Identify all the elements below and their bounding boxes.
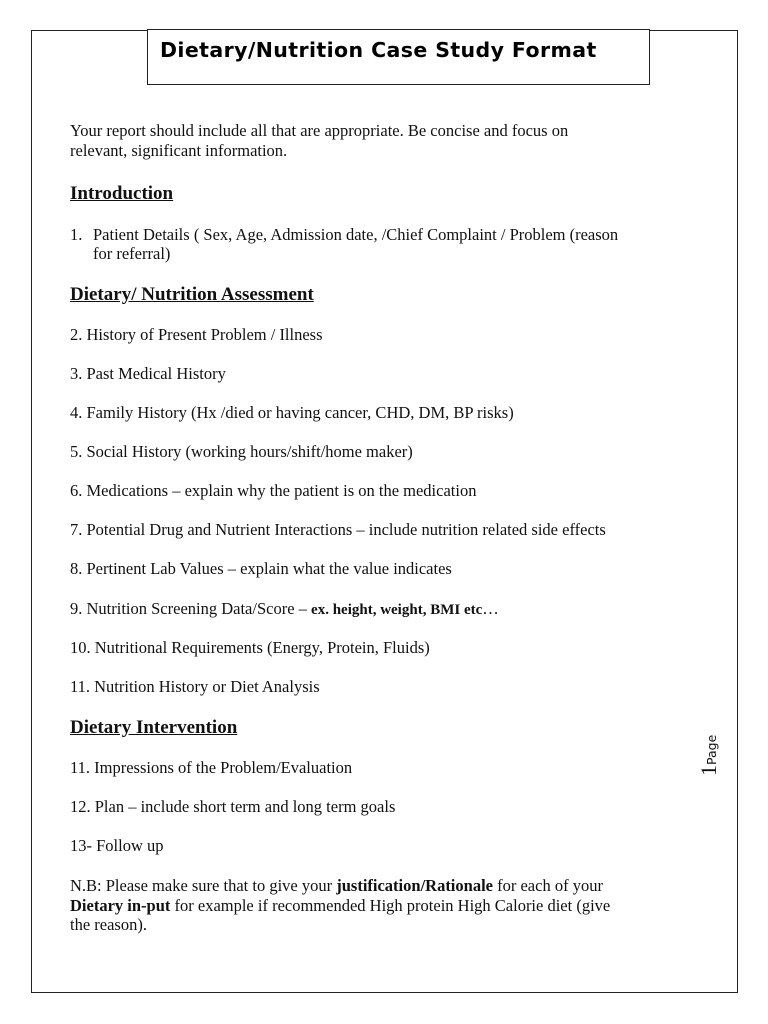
- intro-text-line-2: relevant, significant information.: [70, 141, 288, 160]
- note-line-1: [70, 876, 603, 896]
- list-item-8: 8. Pertinent Lab Values – explain what the value indicates: [70, 559, 452, 578]
- note-line-3: the reason).: [70, 915, 147, 934]
- list-item-9-prefix: 9. Nutrition Screening Data/Score –: [70, 599, 312, 618]
- list-item-13: 13- Follow up: [70, 836, 164, 855]
- page-number-label: Page: [704, 734, 719, 765]
- note-text-1: N.B: Please make sure that to give your: [70, 876, 337, 895]
- list-item-6: 6. Medications – explain why the patient is on the medication: [70, 481, 477, 500]
- document-title: Dietary/Nutrition Case Study Format: [160, 38, 597, 62]
- list-item-3: 3. Past Medical History: [70, 364, 226, 383]
- heading-intervention: Dietary Intervention: [70, 717, 238, 738]
- note-text-2: for each of your: [492, 876, 603, 895]
- list-item-11-impressions: 11. Impressions of the Problem/Evaluation: [70, 758, 353, 777]
- list-item-9: [70, 599, 499, 620]
- list-item-1-line-2: for referral): [93, 244, 171, 263]
- heading-introduction: Introduction: [70, 183, 174, 204]
- list-item-2: 2. History of Present Problem / Illness: [70, 325, 323, 344]
- list-item-10: 10. Nutritional Requirements (Energy, Protein, Fluids): [70, 638, 430, 657]
- list-item-12: 12. Plan – include short term and long term goals: [70, 797, 396, 816]
- list-item-7: 7. Potential Drug and Nutrient Interactions – include nutrition related side effects: [70, 520, 606, 539]
- list-item-9-example: ex. height, weight, BMI etc: [311, 602, 483, 618]
- list-item-11-history: 11. Nutrition History or Diet Analysis: [70, 677, 320, 696]
- note-text-3: for example if recommended High protein High Calorie diet (give: [170, 896, 611, 915]
- page-number-value: 1: [696, 765, 721, 776]
- list-item-4: 4. Family History (Hx /died or having cancer, CHD, DM, BP risks): [70, 403, 514, 422]
- intro-text-line-1: Your report should include all that are appropriate. Be concise and focus on: [70, 121, 569, 140]
- list-item-5: 5. Social History (working hours/shift/home maker): [70, 442, 413, 461]
- title-box: [147, 29, 650, 85]
- note-dietary-input: Dietary in-put: [70, 896, 171, 915]
- list-item-1: [70, 225, 618, 245]
- list-item-1-line-1: Patient Details ( Sex, Age, Admission date, /Chief Complaint / Problem (reason: [93, 225, 619, 244]
- list-item-1-number: 1.: [70, 225, 83, 244]
- list-item-9-suffix: …: [482, 599, 499, 618]
- note-line-2: [70, 896, 610, 916]
- note-justification: justification/Rationale: [336, 876, 493, 895]
- heading-assessment: Dietary/ Nutrition Assessment: [70, 284, 314, 305]
- page-number: [696, 735, 722, 776]
